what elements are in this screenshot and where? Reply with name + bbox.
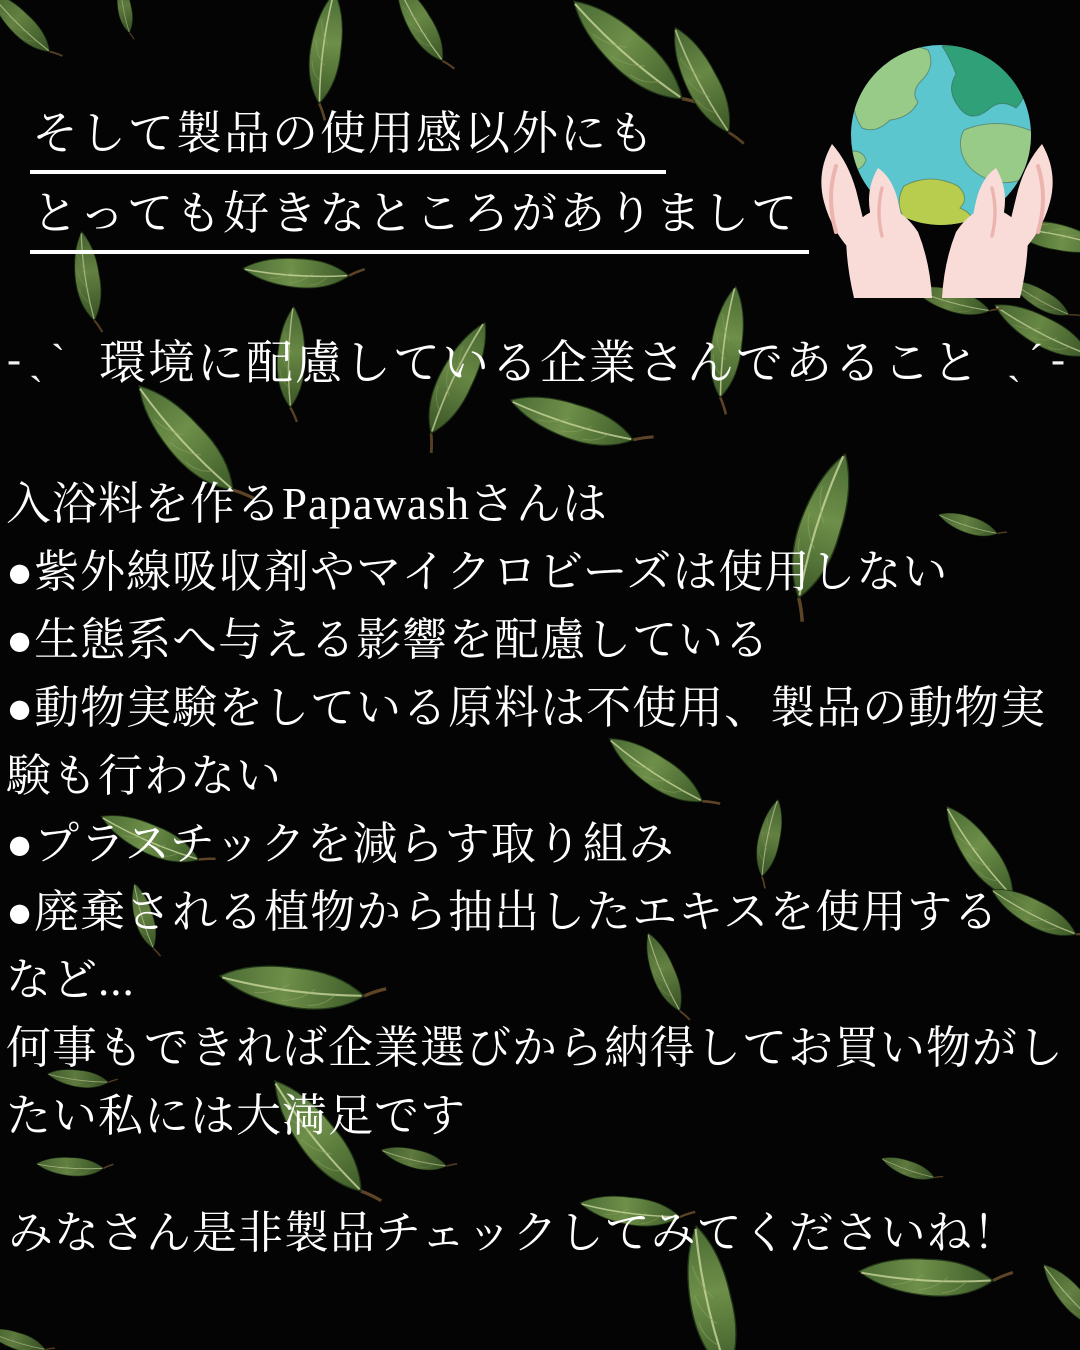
leaf-icon [505, 385, 656, 464]
leaf-icon [113, 0, 136, 41]
body-line: など... [6, 955, 135, 1005]
leaf-icon [879, 1152, 944, 1188]
body-line: ●紫外線吸収剤やマイクロビーズは使用しない [6, 547, 949, 597]
leaf-icon [0, 0, 66, 69]
body-line: ●生態系へ与える影響を配慮している [6, 615, 771, 665]
body-text [6, 470, 1078, 1150]
body-line: 何事もできれば企業選びから納得してお買い物がしたい私には大満足です [6, 1023, 1065, 1141]
body-line: ●廃棄される植物から抽出したエキスを使用する [6, 887, 1000, 937]
intro-line-1: そして製品の使用感以外にも [30, 106, 666, 174]
body-line: 入浴料を作るPapawashさんは [6, 479, 608, 529]
leaf-icon [858, 1254, 1014, 1301]
heading-deco-left: -ˏ` [7, 336, 73, 383]
body-line: ●プラスチックを減らす取り組み [6, 819, 675, 869]
leaf-icon [0, 1323, 56, 1350]
section-heading [0, 326, 1080, 393]
leaf-icon [301, 0, 349, 121]
leaf-icon [36, 1155, 114, 1179]
hands-holding-earth-illustration [812, 36, 1062, 298]
heading-deco-right: ˏ´- [1007, 336, 1073, 383]
body-line: ●動物実験をしている原料は不使用、製品の動物実験も行わない [6, 683, 1047, 801]
intro-block [30, 106, 809, 266]
closing-line: みなさん是非製品チェックしてみてくださいね！ [8, 1208, 1019, 1258]
leaf-icon [386, 0, 458, 78]
heading-text: 環境に配慮している企業さんであること [99, 338, 981, 390]
leaf-icon [1035, 1258, 1080, 1345]
intro-line-2: とっても好きなところがありまして [30, 186, 809, 254]
